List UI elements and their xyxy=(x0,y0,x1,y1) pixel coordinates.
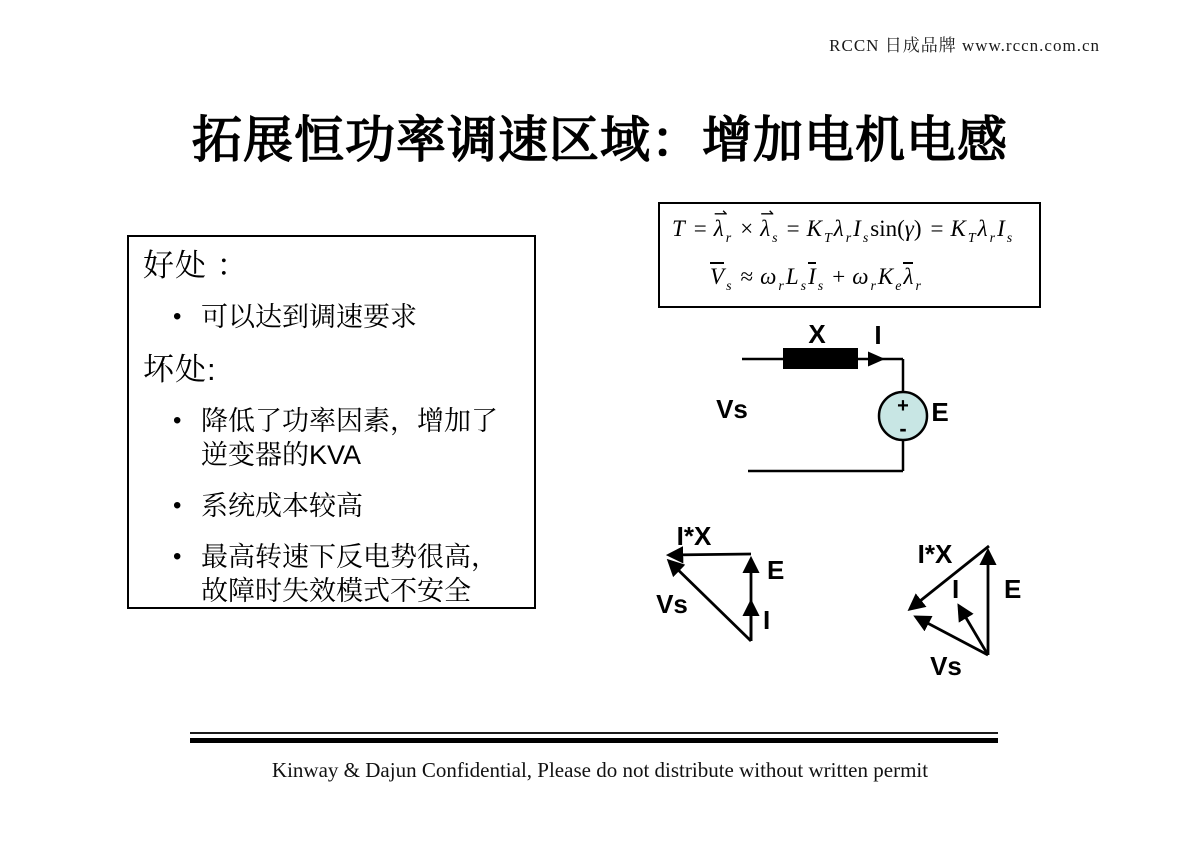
pros-cons-box xyxy=(127,235,536,609)
formula-subscript: s xyxy=(862,231,869,246)
formula-token: I $_s$ xyxy=(997,216,1013,246)
formula-subscript: T xyxy=(823,231,832,246)
list-item xyxy=(143,300,528,334)
footer-rule-thin xyxy=(190,732,998,734)
formula-subscript: r xyxy=(845,231,852,246)
page-title: 拓展恒功率调速区域：增加电机电感 xyxy=(192,112,1008,168)
vs-label: Vs xyxy=(930,651,962,681)
formula-token: ω $_r$ xyxy=(852,264,876,294)
list-item-text xyxy=(201,404,498,472)
i-label: I xyxy=(763,605,771,635)
plus-sign: + xyxy=(897,395,909,417)
bullet-icon: • xyxy=(173,492,182,519)
formula-token: I $_s$ xyxy=(808,264,824,294)
formula-token: K $_T$ xyxy=(950,216,976,246)
reactance-label: X xyxy=(808,320,826,349)
bar-accent xyxy=(903,262,913,264)
formula-subscript: e xyxy=(895,279,902,294)
list-item-line: 降低了功率因素，增加了 xyxy=(201,406,498,436)
formula-voltage xyxy=(710,264,923,295)
formula-token: V $_s$ xyxy=(710,264,732,294)
formula-subscript: r xyxy=(725,231,732,246)
list-item-line: 可以达到调速要求 xyxy=(201,302,417,332)
section-heading: 好处 ： xyxy=(143,248,249,283)
formula-subscript: r xyxy=(870,279,876,294)
formula-subscript: s xyxy=(817,279,824,294)
formula-token: ) xyxy=(913,216,922,241)
formula-token: ω $_r$ xyxy=(760,264,784,294)
formula-box xyxy=(658,202,1041,308)
formula-subscript: s xyxy=(726,279,732,294)
bar-accent xyxy=(710,262,724,264)
list-item-line: 故障时失效模式不安全 xyxy=(201,576,471,606)
formula-token: ⇀ λ $_r$ xyxy=(713,203,732,246)
formula-token: ≈ xyxy=(740,264,754,289)
formula-token: = xyxy=(693,216,707,241)
formula-subscript: r xyxy=(778,279,784,294)
formula-torque xyxy=(672,203,1014,247)
formula-token: L $_s$ xyxy=(785,264,807,294)
formula-token: K $_T$ xyxy=(806,216,832,246)
ix-label: I*X xyxy=(917,539,953,569)
i-label: I xyxy=(952,574,960,604)
list-item-text xyxy=(201,540,498,608)
bullet-icon: • xyxy=(173,303,182,330)
formula-subscript: s xyxy=(772,231,778,246)
bullet-icon: • xyxy=(173,407,182,434)
footer-rule-thick xyxy=(190,738,998,743)
e-label: E xyxy=(1004,574,1022,604)
formula-token: = xyxy=(786,216,800,241)
formula-token: ⇀ λ $_s$ xyxy=(760,203,778,246)
formula-token: × xyxy=(740,216,754,241)
formula-subscript: r xyxy=(915,279,921,294)
formula-subscript: T xyxy=(967,231,976,246)
vector-accent: ⇀ xyxy=(760,203,775,223)
bar-accent xyxy=(808,262,816,264)
vector-accent: ⇀ xyxy=(713,203,728,223)
phasor-diagrams xyxy=(630,515,1060,695)
list-item-line: 逆变器的KVA xyxy=(201,440,362,470)
formula-subscript: s xyxy=(800,279,807,294)
footer-confidential-text: Kinway & Dajun Confidential, Please do not distribute without written permit xyxy=(271,758,929,782)
circuit-diagram xyxy=(690,320,1010,485)
e-label: E xyxy=(767,555,785,585)
current-label: I xyxy=(874,320,882,350)
reactance-element xyxy=(783,348,858,369)
ix-label: I*X xyxy=(676,521,712,551)
formula-token: λ $_r$ xyxy=(903,264,921,294)
list-item-line: 系统成本较高 xyxy=(201,491,363,521)
section-heading: 坏处: xyxy=(143,352,217,387)
bullet-icon: • xyxy=(173,543,182,570)
vs-label: Vs xyxy=(656,589,688,619)
minus-sign: - xyxy=(899,416,907,441)
formula-token: T xyxy=(672,216,685,241)
vector-ix xyxy=(669,554,751,555)
formula-token: λ $_r$ xyxy=(977,216,996,246)
formula-token: I $_s$ xyxy=(853,216,869,246)
list-item-line: 最高转速下反电势很高， xyxy=(201,542,498,572)
source-voltage-label: Vs xyxy=(716,394,748,424)
formula-token: γ xyxy=(904,216,914,241)
brand-text: RCCN 日成品牌 www.rccn.com.cn xyxy=(829,36,1100,55)
formula-token: K $_e$ xyxy=(877,264,902,294)
formula-token: + xyxy=(832,264,846,289)
current-arrowhead xyxy=(868,352,885,367)
formula-subscript: s xyxy=(1006,231,1013,246)
back-emf-label: E xyxy=(931,397,949,427)
list-item xyxy=(143,540,528,608)
formula-token: λ $_r$ xyxy=(833,216,852,246)
list-item xyxy=(143,489,528,523)
formula-token: = xyxy=(930,216,944,241)
list-item xyxy=(143,404,528,472)
formula-token: sin( xyxy=(870,216,905,241)
formula-subscript: r xyxy=(989,231,996,246)
list-item-text xyxy=(201,489,363,523)
list-item-text xyxy=(201,300,417,334)
